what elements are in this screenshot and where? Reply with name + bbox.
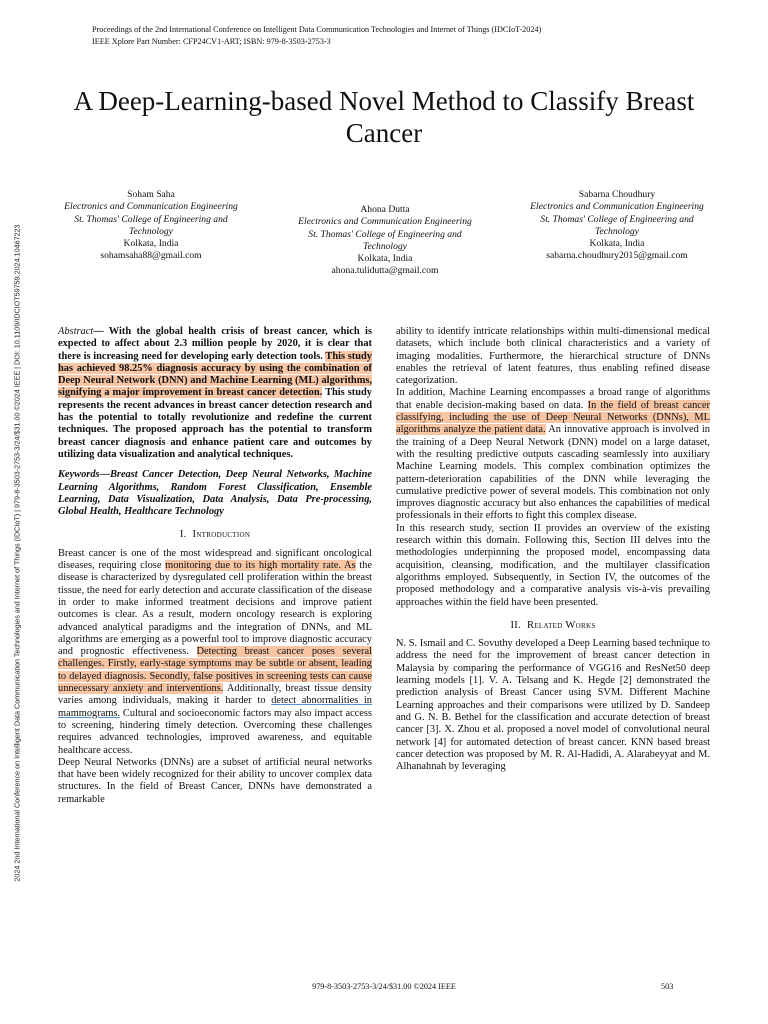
author-dept: Electronics and Communication Engineering: [298, 216, 472, 228]
section-title: Related Works: [526, 619, 596, 631]
side-citation-text: 2024 2nd International Conference on Intelligent Data Communication Technologies and Internet of Things (IDCIoT) | 979-8-3503-2753-3/24/$31.00 ©2024 IEEE | DOI: 10.1109/IDCIOT59759.2024.10467223: [12, 224, 22, 882]
body-paragraph-1: ability to identify intricate relationships within multi-dimensional medical datasets, which include both clinical characteristics and a variety of imaging modalities. Furthermore, the hierarchical structure of DNNs enables the retrieval of latent features, thus enabling refined disease categorization.: [396, 326, 710, 387]
footer-copyright: 979-8-3503-2753-3/24/$31.00 ©2024 IEEE: [312, 982, 456, 991]
intro-underline: detect abnormalities in mammograms.: [58, 695, 373, 719]
page-number: 503: [661, 982, 674, 991]
intro-paragraph-1: [58, 548, 372, 757]
section-title: Introduction: [192, 529, 251, 541]
intro-text: the disease is characterized by dysregulated cell proliferation within the breast tissue, the need for early detection and accurate classification of the disease in order to make informed treatment decisions and improve patient outcomes is clear. As a result, modern oncology research is exploring advanced analytical paradigms and the integration of DNNs, and ML algorithms are emerging as a powerful tool to improve diagnostic accuracy and prognostic effectiveness.: [58, 560, 372, 658]
section-heading-related-works: [396, 620, 710, 632]
author-block-2: [296, 204, 474, 278]
author-name: Sabarna Choudhury: [578, 189, 656, 200]
author-college: St. Thomas' College of Engineering and Technology: [308, 228, 462, 252]
intro-highlight-1: monitoring due to its high mortality rate. As: [165, 560, 356, 572]
author-college: St. Thomas' College of Engineering and Technology: [74, 213, 228, 237]
keywords-paragraph: [58, 469, 372, 518]
author-email: sabarna.choudhury2015@gmail.com: [546, 250, 688, 262]
author-block-3: [528, 189, 706, 263]
intro-highlight-2: Detecting breast cancer poses several challenges. Firstly, early-stage symptoms may be subtle or absent, leading to delayed diagnosis. Secondly, false positives in screening tests can cause unnecessary anxiety and interventions.: [58, 646, 372, 695]
keywords-text: Breast Cancer Detection, Deep Neural Networks, Machine Learning Algorithms, Random Forest Classification, Ensemble Learning, Data Visualization, Data Analysis, Data Pre-processing, Global Health, Healthcare Technology: [58, 469, 372, 518]
author-block-1: [62, 189, 240, 263]
abstract-highlight: This study has achieved 98.25% diagnosis accuracy by using the combination of Deep Neural Network (DNN) and Machine Learning (ML) algorithms, signifying a major improvement in breast cancer detection.: [58, 350, 373, 399]
author-college: St. Thomas' College of Engineering and Technology: [540, 213, 694, 237]
right-column: [396, 326, 710, 773]
author-name: Ahona Dutta: [360, 204, 410, 215]
left-column: [58, 326, 372, 806]
body-text: An innovative approach is involved in the training of a Deep Neural Network (DNN) model on a large dataset, with the resulting predictive outputs cascading seamlessly into auxiliary Machine Learning models. This complex combination optimizes the pattern-deterioration capabilities of the DNN while leveraging the cumulative predictive power of several models. This combination not only improves diagnostic accuracy but also enhances the capabilities of medical professionals in their efforts to fight this complex disease.: [396, 424, 710, 522]
keywords-label: Keywords—: [58, 469, 110, 481]
author-dept: Electronics and Communication Engineering: [530, 201, 704, 213]
abstract-dash: —: [93, 326, 109, 337]
side-citation-strip: [9, 133, 25, 973]
author-dept: Electronics and Communication Engineering: [64, 201, 238, 213]
intro-text: Additionally, breast tissue density varies among individuals, making it harder to: [58, 683, 372, 707]
author-city: Kolkata, India: [589, 238, 645, 250]
abstract-paragraph: [58, 326, 372, 461]
body-text: In addition, Machine Learning encompasses a broad range of algorithms that enable decision-making based on data.: [396, 387, 710, 411]
author-city: Kolkata, India: [123, 238, 179, 250]
abstract-text-1: With the global health crisis of breast cancer, which is expected to affect about 2.3 million people by 2020, it is clear that there is increasing need for developing early detection tools.: [58, 326, 372, 362]
body-paragraph-2: [396, 387, 710, 522]
author-email: sohamsaha88@gmail.com: [100, 250, 202, 262]
author-city: Kolkata, India: [357, 253, 413, 265]
section-number: II.: [510, 619, 522, 631]
header-line-1: Proceedings of the 2nd International Conference on Intelligent Data Communication Technologies and Internet of Things (IDCIoT-2024): [92, 25, 542, 34]
paper-title: A Deep-Learning-based Novel Method to Classify Breast Cancer: [73, 86, 695, 148]
header-line-2: IEEE Xplore Part Number: CFP24CV1-ART; ISBN: 979-8-3503-2753-3: [92, 37, 331, 46]
author-name: Soham Saha: [127, 189, 175, 200]
intro-text: Breast cancer is one of the most widespread and significant oncological diseases, requiring close: [58, 547, 372, 572]
abstract-text-2: This study represents the recent advances in breast cancer detection research and has the potential to totally revolutionize and redefine the current techniques. The proposed approach has the potential to transform breast cancer diagnosis and enhance patient care and outcomes by utilizing data visualization and analytical techniques.: [58, 387, 373, 460]
section-number: I.: [179, 529, 187, 541]
section-heading-introduction: [58, 529, 372, 541]
body-paragraph-3: In this research study, section II provides an overview of the existing research within this domain. Following this, Section III delves into the methodologies underpinning the proposed model, encompassing data acquisition, cleansing, modification, and the multilayer classification algorithms employed. Subsequently, in Section IV, the outcomes of the proposed methodology and a comparative analysis vis-à-vis prevailing approaches within the field have been presented.: [396, 522, 710, 608]
author-email: ahona.tulidutta@gmail.com: [331, 265, 439, 277]
body-highlight: In the field of breast cancer classifying, including the use of Deep Neural Networks (DNNs), ML algorithms analyze the patient data.: [396, 399, 710, 436]
proceedings-header: [92, 24, 541, 48]
intro-paragraph-2: Deep Neural Networks (DNNs) are a subset of artificial neural networks that have been widely recognized for their ability to uncover complex data structures. In the field of Breast Cancer, DNNs have demonstrated a remarkable: [58, 756, 372, 805]
abstract-label: Abstract: [58, 326, 94, 337]
intro-text: Cultural and socioeconomic factors may also impact access to screening, hindering timely detection. Overcoming these challenges requires advanced technologies, improved awareness, and equitable healthcare access.: [58, 707, 372, 756]
related-works-paragraph: N. S. Ismail and C. Sovuthy developed a Deep Learning based technique to address the need for the improvement of breast cancer detection in Malaysia by comparing the performance of VGG16 and ResNet50 deep learning models [1]. V. A. Telsang and K. Hegde [2] demonstrated the prediction analysis of Breast Cancer using SVM. Different Machine Learning approaches and their comparisons were utilized by D. Sandeep and G. N. B. Bethel for the classification and accurate detection of breast cancer [3]. X. Zhou et al. proposed a novel model of convolutional neural network [4] for automated detection of breast cancer. KNN based breast cancer detection was proposed by M. R. Al-Hadidi, A. Alarabeyyat and M. Alhanahnah by leveraging: [396, 638, 710, 773]
